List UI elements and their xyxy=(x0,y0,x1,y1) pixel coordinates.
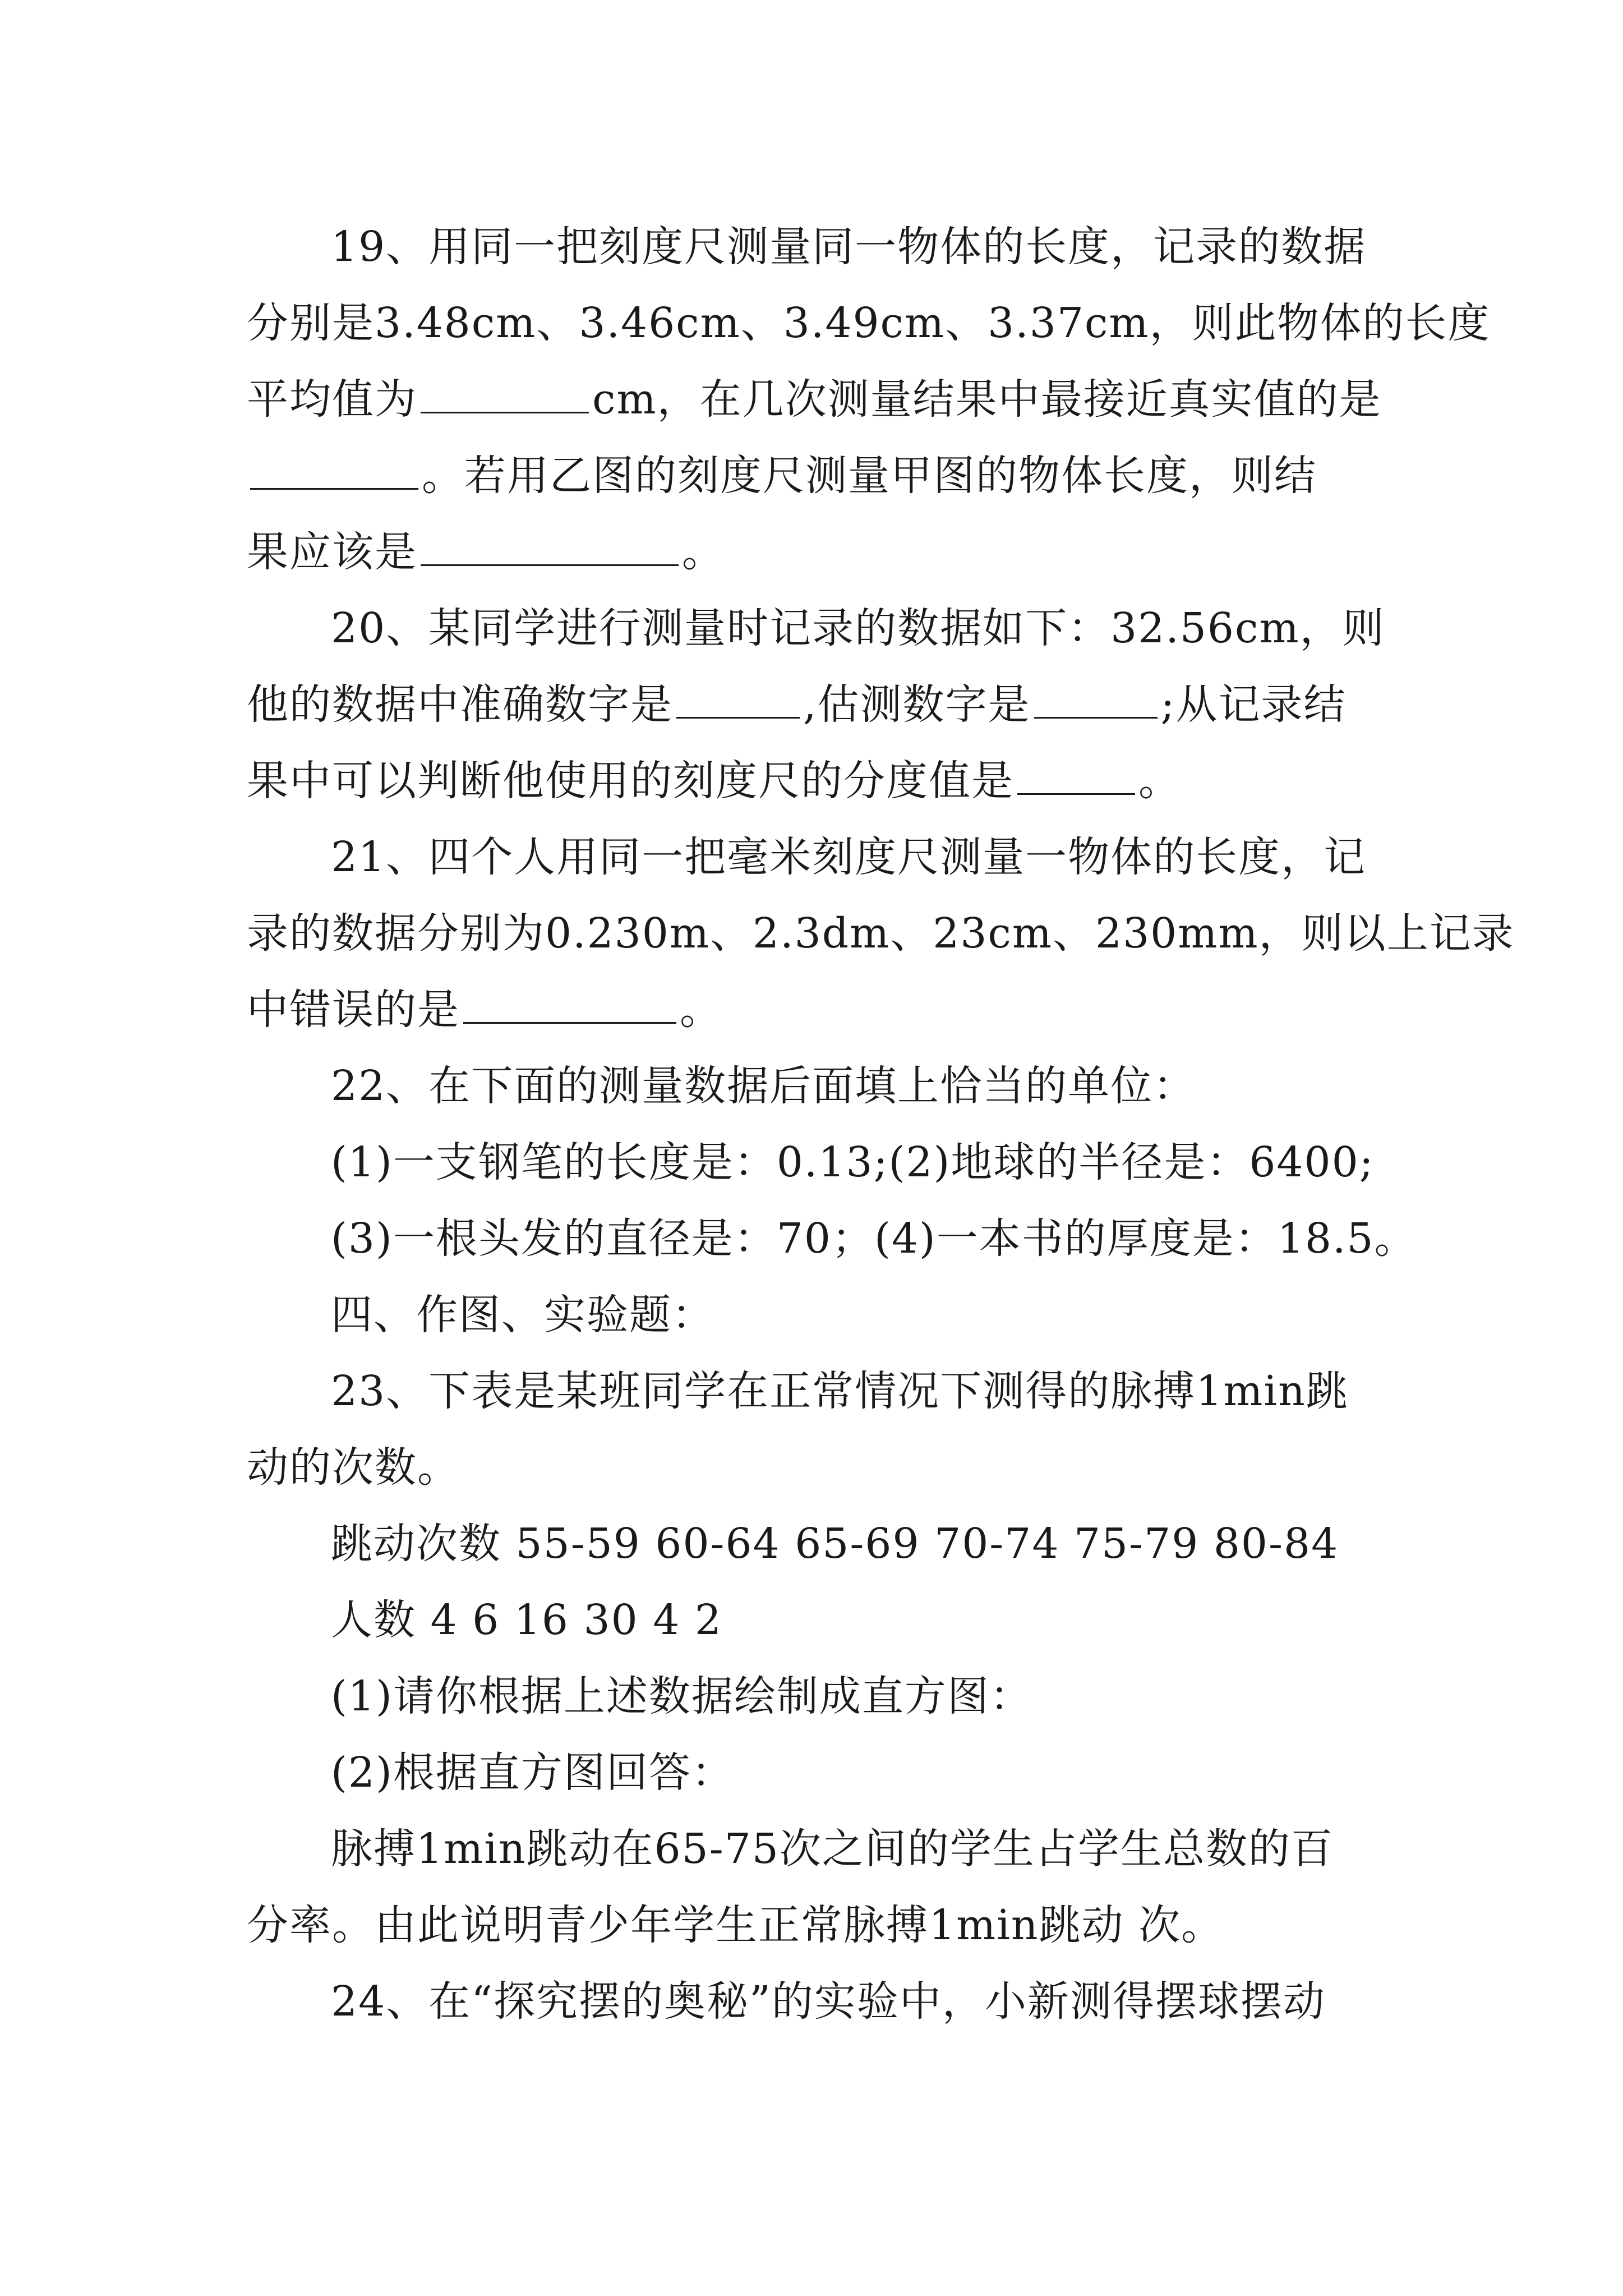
q19-line-5-text-a: 果应该是 xyxy=(247,528,417,576)
q19-closest-blank xyxy=(250,453,418,490)
q23-sub-1: (1)请你根据上述数据绘制成直方图： xyxy=(331,1672,1032,1720)
q21-line-3-text-b: 。 xyxy=(680,986,722,1034)
q21-line-2: 录的数据分别为0.230m、2.3dm、23cm、230mm，则以上记录 xyxy=(247,909,1515,958)
q19-line-5 xyxy=(247,514,1374,590)
q23-ranges-label: 跳动次数 xyxy=(331,1520,501,1568)
q20-division-value-blank xyxy=(1017,758,1135,795)
q20-estimated-digit-blank xyxy=(1034,682,1158,719)
q19-line-2: 分别是3.48cm、3.46cm、3.49cm、3.37cm，则此物体的长度 xyxy=(247,299,1491,347)
q20-line-2-text-a: 他的数据中准确数字是 xyxy=(247,680,673,729)
q23-count-cell: 4 xyxy=(653,1596,681,1644)
q23-count-cell: 6 xyxy=(472,1596,500,1644)
q20-line-3-text-b: 。 xyxy=(1138,757,1181,805)
q21-error-blank xyxy=(463,987,676,1024)
q23-line-1: 23、下表是某班同学在正常情况下测得的脉搏1min跳 xyxy=(331,1367,1349,1415)
q19-result-blank xyxy=(421,530,679,566)
q23-count-cell: 4 xyxy=(430,1596,458,1644)
q23-count-cell: 2 xyxy=(694,1596,722,1644)
q23-count-cell: 16 xyxy=(514,1596,569,1644)
q23-count-cell: 30 xyxy=(583,1596,639,1644)
q23-range-cell: 70-74 xyxy=(934,1520,1060,1568)
q21-line-3 xyxy=(247,972,1374,1048)
q23-ranges-row xyxy=(247,1506,1374,1582)
q23-answer-line-2: 分率。由此说明青少年学生正常脉搏1min跳动 次。 xyxy=(247,1901,1224,1949)
q24-line-1: 24、在“探究摆的奥秘”的实验中，小新测得摆球摆动 xyxy=(331,1977,1326,2026)
document-body xyxy=(247,209,1515,2040)
q20-line-2-text-b: ,估测数字是 xyxy=(803,680,1031,729)
q20-line-3 xyxy=(247,743,1374,819)
q19-line-3-text-a: 平均值为 xyxy=(247,375,417,424)
q19-line-3-text-b: cm，在几次测量结果中最接近真实值的是 xyxy=(592,375,1382,424)
q21-line-1: 21、四个人用同一把毫米刻度尺测量一物体的长度，记 xyxy=(331,833,1367,881)
q22-line-3: (3)一根头发的直径是：70；(4)一本书的厚度是：18.5。 xyxy=(331,1214,1417,1263)
q22-line-2: (1)一支钢笔的长度是：0.13;(2)地球的半径是：6400; xyxy=(331,1138,1375,1186)
q23-range-cell: 60-64 xyxy=(655,1520,781,1568)
q19-line-4 xyxy=(247,438,1374,514)
q23-range-cell: 65-69 xyxy=(795,1520,920,1568)
q23-answer-line-1: 脉搏1min跳动在65-75次之间的学生占学生总数的百 xyxy=(331,1825,1334,1873)
q19-line-1: 19、用同一把刻度尺测量同一物体的长度，记录的数据 xyxy=(331,223,1367,271)
q22-line-1: 22、在下面的测量数据后面填上恰当的单位： xyxy=(331,1062,1196,1110)
q20-line-2 xyxy=(247,666,1374,743)
q20-line-3-text-a: 果中可以判断他使用的刻度尺的分度值是 xyxy=(247,757,1014,805)
q23-sub-2: (2)根据直方图回答： xyxy=(331,1749,734,1797)
q20-accurate-digits-blank xyxy=(676,682,800,719)
q19-line-4-text: 。若用乙图的刻度尺测量甲图的物体长度，则结 xyxy=(422,452,1317,500)
q23-range-cell: 55-59 xyxy=(515,1520,641,1568)
q19-line-3 xyxy=(247,361,1382,438)
q19-average-blank xyxy=(421,377,589,413)
q23-line-2: 动的次数。 xyxy=(247,1443,460,1492)
q21-line-3-text-a: 中错误的是 xyxy=(247,986,460,1034)
section-4-heading: 四、作图、实验题： xyxy=(331,1291,714,1339)
q23-range-cell: 80-84 xyxy=(1213,1520,1339,1568)
q19-line-5-text-b: 。 xyxy=(682,528,725,576)
q23-range-cell: 75-79 xyxy=(1073,1520,1200,1568)
q20-line-1: 20、某同学进行测量时记录的数据如下：32.56cm，则 xyxy=(331,604,1385,652)
q20-line-2-text-c: ;从记录结 xyxy=(1160,680,1347,729)
q23-counts-row xyxy=(247,1582,1374,1658)
q23-counts-label: 人数 xyxy=(331,1596,416,1644)
